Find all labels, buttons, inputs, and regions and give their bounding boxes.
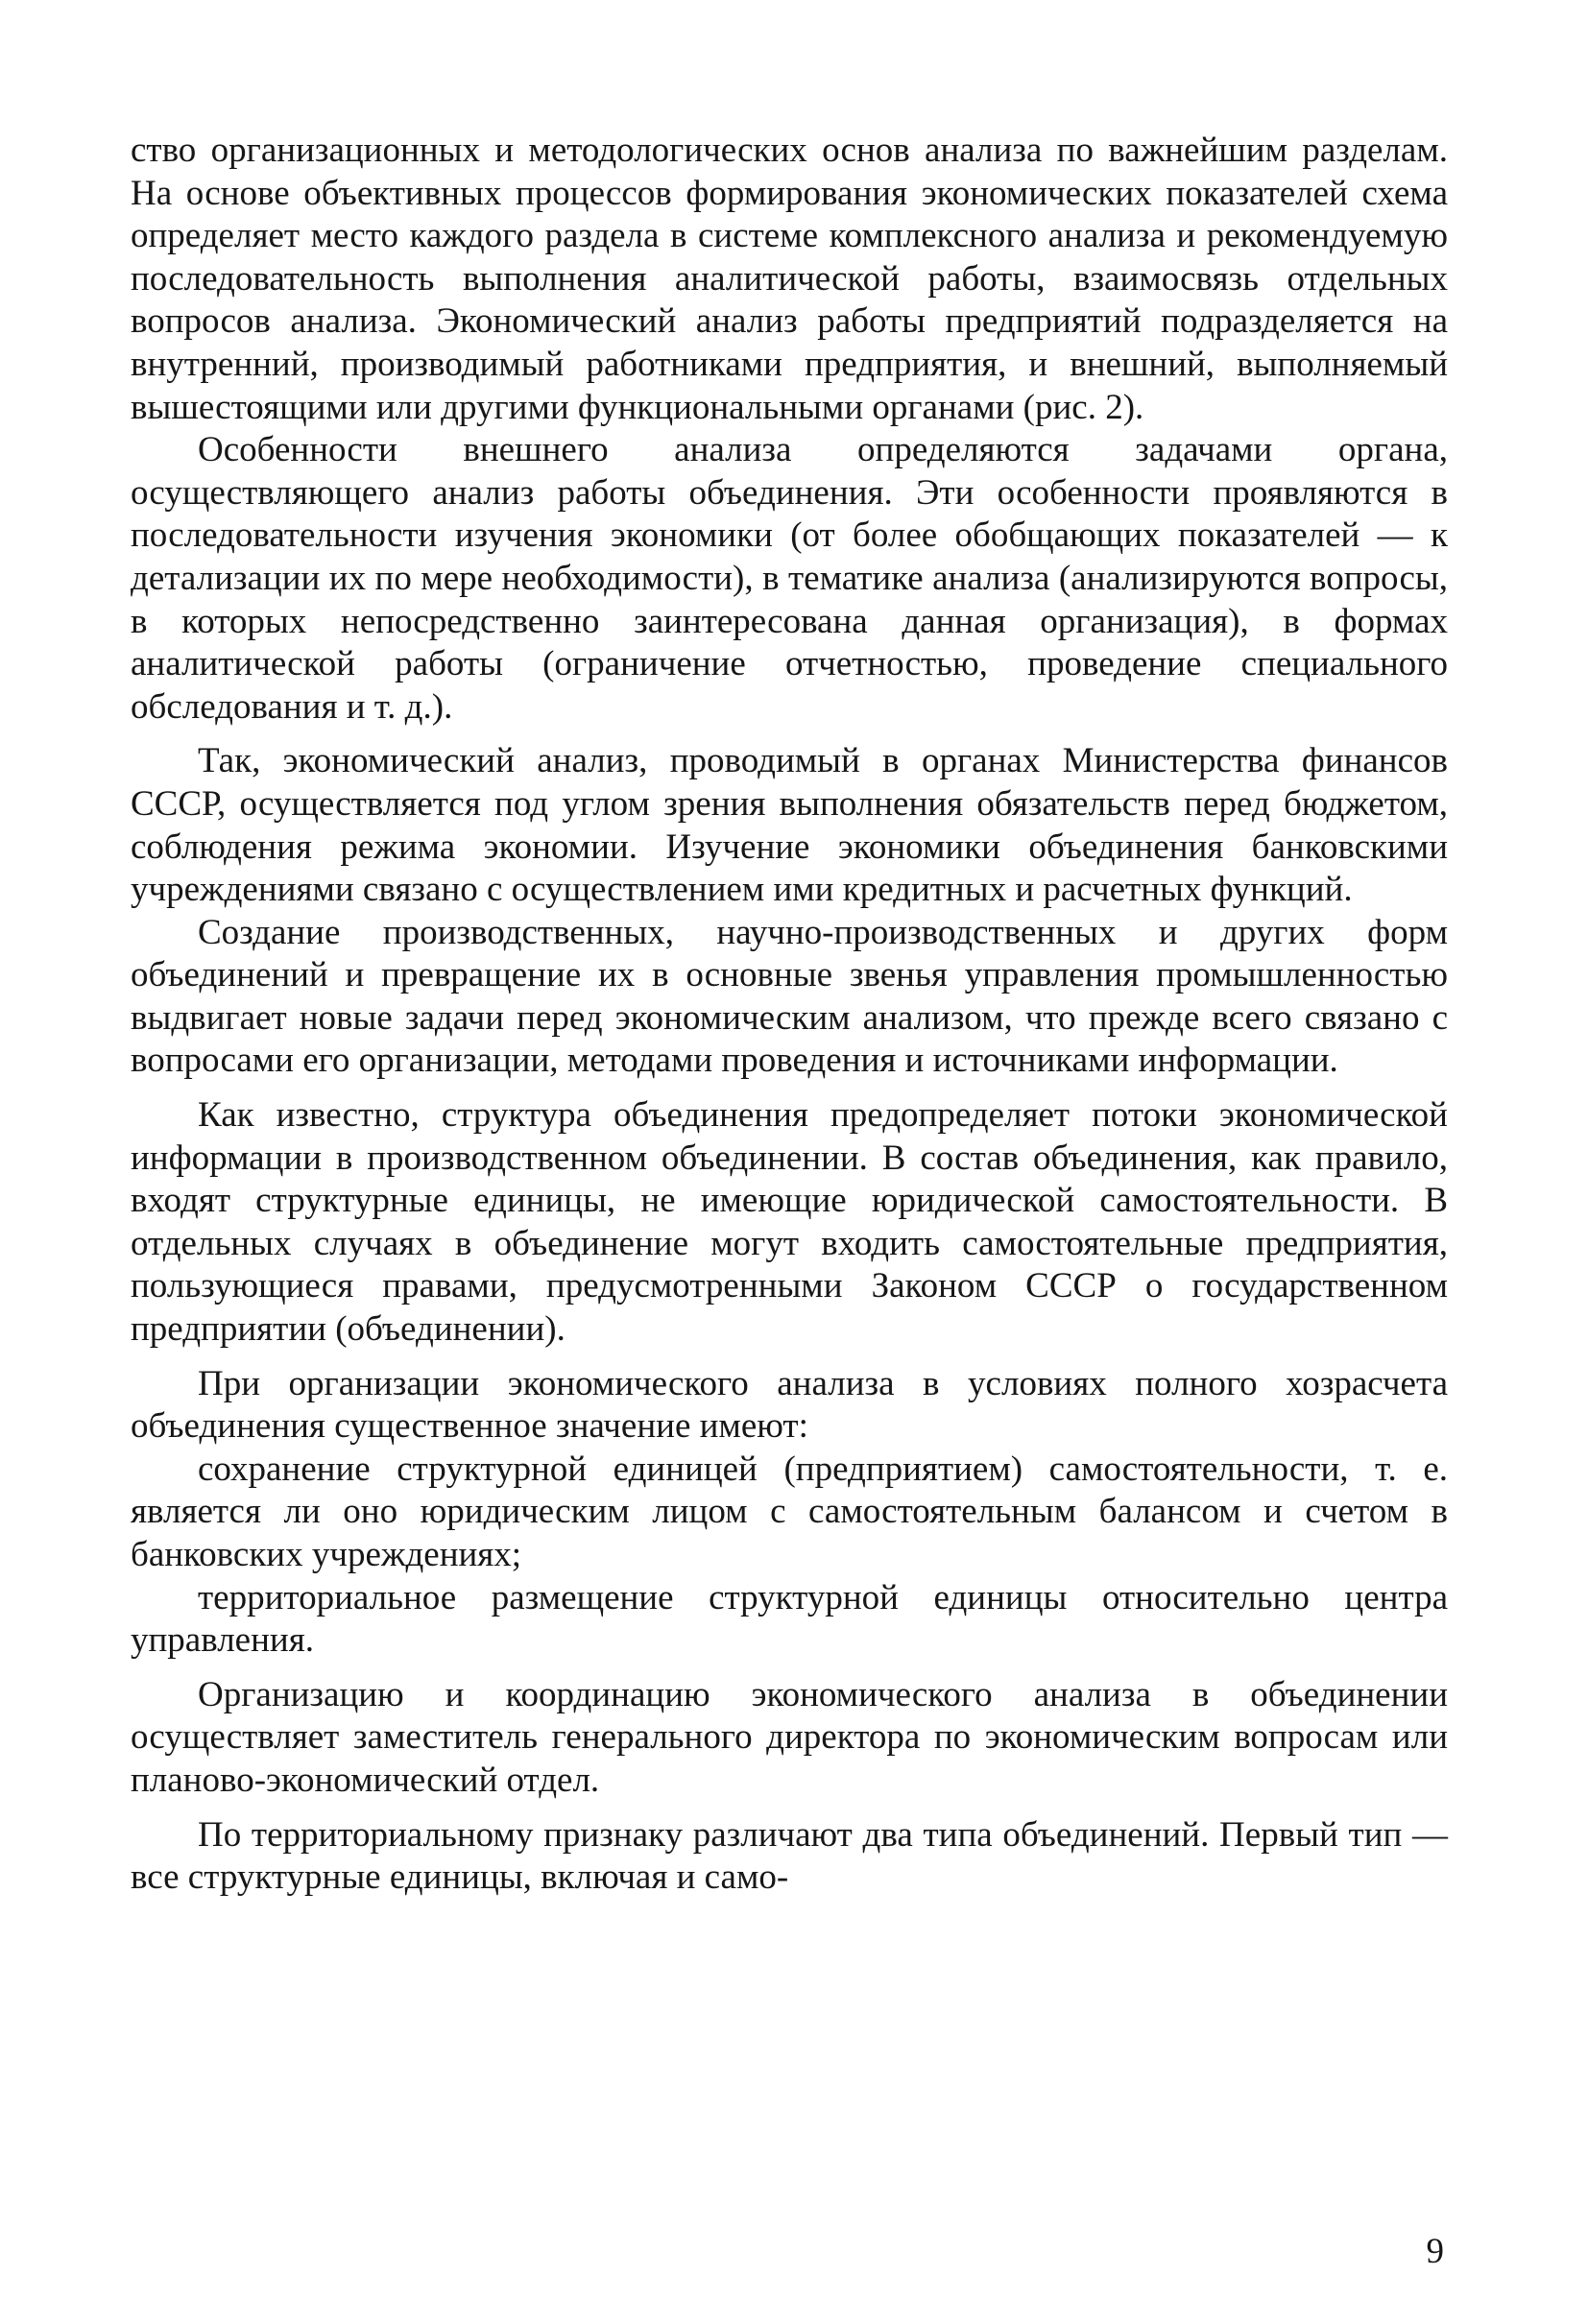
paragraph-2: Особенности внешнего анализа определяются задачами органа, осуществляющего анализ работы объединения. Эти особенности проявляются в последовательности изучения экономики (от более обобщающих показателей — к детализации их по мере необходимости), в тематике анализа (анализируются вопросы, в которых непосредственно заинтересована данная организация), в формах аналитической работы (ограничение отчетностью, проведение специального обследования и т. д.).: [131, 430, 1448, 727]
list-item-2: территориальное размещение структурной единицы относительно центра управления.: [131, 1577, 1448, 1661]
paragraph-6: При организации экономического анализа в условиях полного хозрасчета объединения существенное значение имеют:: [131, 1363, 1448, 1447]
list-item-1: сохранение структурной единицей (предприятием) самостоятельности, т. е. является ли оно юридическим лицом с самостоятельным балансом и счетом в банковских учреждениях;: [131, 1449, 1448, 1574]
paragraph-1: ство организационных и методологических основ анализа по важнейшим разделам. На основе объективных процессов формирования экономических показателей схема определяет место каждого раздела в системе комплексного анализа и рекомендуемую последовательность выполнения аналитической работы, взаимосвязь отдельных вопросов анализа. Экономический анализ работы предприятий подразделяется на внутренний, производимый работниками предприятия, и внешний, выполняемый вышестоящими или другими функциональными органами (рис. 2).: [131, 131, 1448, 427]
paragraph-4: Создание производственных, научно-производственных и других форм объединений и превращение их в основные звенья управления промышленностью выдвигает новые задачи перед экономическим анализом, что прежде всего связано с вопросами его организации, методами проведения и источниками информации.: [131, 912, 1448, 1081]
body-text: [131, 130, 1448, 1900]
page-number: 9: [1426, 2232, 1444, 2271]
paragraph-7: Организацию и координацию экономического анализа в объединении осуществляет заместитель генерального директора по экономическим вопросам или планово-экономический отдел.: [131, 1674, 1448, 1800]
paragraph-8: По территориальному признаку различают два типа объединений. Первый тип — все структурные единицы, включая и само-: [131, 1814, 1448, 1898]
paragraph-3: Так, экономический анализ, проводимый в органах Министерства финансов СССР, осуществляется под углом зрения выполнения обязательств перед бюджетом, соблюдения режима экономии. Изучение экономики объединения банковскими учреждениями связано с осуществлением ими кредитных и расчетных функций.: [131, 741, 1448, 910]
paragraph-5: Как известно, структура объединения предопределяет потоки экономической информации в производственном объединении. В состав объединения, как правило, входят структурные единицы, не имеющие юридической самостоятельности. В отдельных случаях в объединение могут входить самостоятельные предприятия, пользующиеся правами, предусмотренными Законом СССР о государственном предприятии (объединении).: [131, 1095, 1448, 1350]
